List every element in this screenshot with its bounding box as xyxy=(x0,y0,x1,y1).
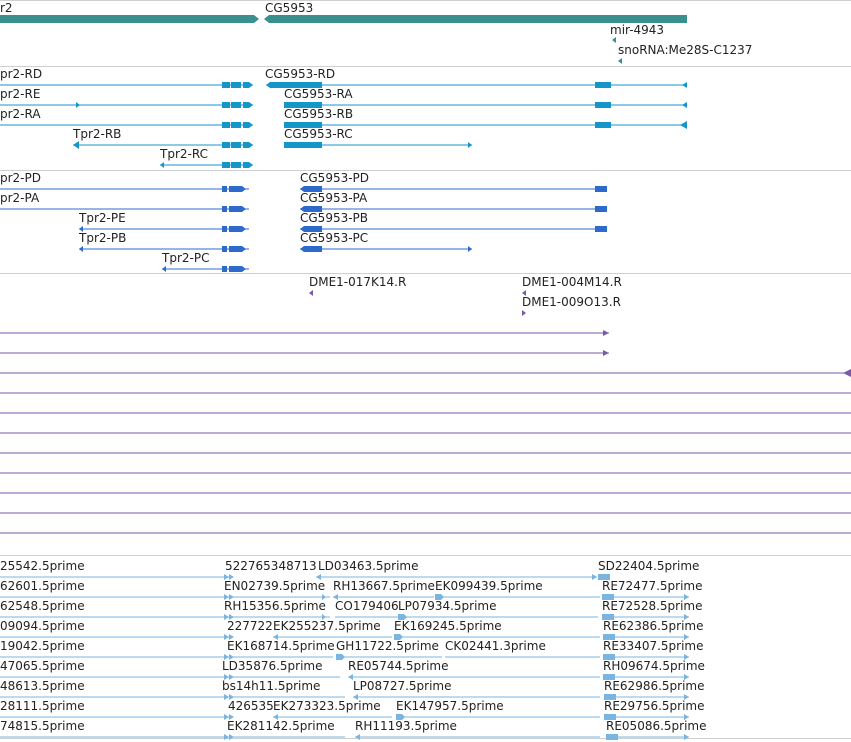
clone-arrow xyxy=(603,350,609,356)
transcript-exon[interactable] xyxy=(79,246,83,252)
est-exon xyxy=(606,734,618,740)
gene-feature[interactable] xyxy=(0,15,259,23)
est-label[interactable]: SD22404.5prime xyxy=(598,559,700,573)
transcript-exon[interactable] xyxy=(231,122,241,128)
transcript-exon[interactable] xyxy=(162,266,166,272)
est-label[interactable]: RH09674.5prime xyxy=(603,659,705,673)
transcript-exon[interactable] xyxy=(229,226,246,232)
est-label[interactable]: 25542.5prime xyxy=(0,559,85,573)
transcript-exon[interactable] xyxy=(231,102,241,108)
transcript-exon[interactable] xyxy=(229,186,246,192)
transcript-label[interactable]: CG5953-RB xyxy=(284,107,354,121)
transcript-exon[interactable] xyxy=(243,82,253,88)
est-label[interactable]: 19042.5prime xyxy=(0,639,85,653)
est-label[interactable]: RH11193.5prime xyxy=(355,719,457,733)
transcript-label[interactable]: CG5953-PB xyxy=(300,211,369,225)
transcript-exon[interactable] xyxy=(595,102,611,108)
transcript-exon[interactable] xyxy=(222,102,230,108)
est-label[interactable]: RE05744.5prime xyxy=(348,659,449,673)
transcript-exon[interactable] xyxy=(243,162,253,168)
est-label[interactable]: RE72528.5prime xyxy=(602,599,703,613)
est-label[interactable]: RE62986.5prime xyxy=(604,679,705,693)
est-track xyxy=(0,559,707,740)
transcript-exon[interactable] xyxy=(595,226,607,232)
est-label[interactable]: RE72477.5prime xyxy=(602,579,703,593)
est-label[interactable]: LD35876.5prime xyxy=(222,659,323,673)
est-label[interactable]: 522765348713 xyxy=(225,559,317,573)
est-label[interactable]: LD03463.5prime xyxy=(318,559,419,573)
transcript-exon[interactable] xyxy=(222,122,230,128)
transcript-label[interactable]: pr2-RA xyxy=(0,107,41,121)
gene-label[interactable]: snoRNA:Me28S-C1237 xyxy=(618,43,753,57)
est-label[interactable]: 48613.5prime xyxy=(0,679,85,693)
est-exon xyxy=(355,734,360,740)
clone-track xyxy=(0,275,851,533)
mirna-feature[interactable] xyxy=(612,37,616,43)
transcript-label[interactable]: CG5953-RD xyxy=(265,67,336,81)
transcript-exon[interactable] xyxy=(468,246,472,252)
clone-feature[interactable] xyxy=(522,310,526,316)
est-label[interactable]: RH15356.5prime xyxy=(224,599,326,613)
est-label[interactable]: GH11722.5prime xyxy=(336,639,439,653)
est-label[interactable]: 74815.5prime xyxy=(0,719,85,733)
transcript-label[interactable]: Tpr2-PB xyxy=(79,231,127,245)
clone-arrow xyxy=(843,369,851,377)
clone-label[interactable]: DME1-017K14.R xyxy=(309,275,407,289)
transcript-label[interactable]: Tpr2-PC xyxy=(162,251,210,265)
transcript-exon[interactable] xyxy=(229,206,246,212)
est-label[interactable]: RH13667.5prime xyxy=(333,579,435,593)
est-exon xyxy=(684,734,689,740)
est-label[interactable]: EN02739.5prime xyxy=(224,579,326,593)
transcript-exon[interactable] xyxy=(231,142,241,148)
est-label[interactable]: CK02441.3prime xyxy=(445,639,546,653)
est-label[interactable]: EK273323.5prime xyxy=(273,699,381,713)
transcript-label[interactable]: Tpr2-PE xyxy=(79,211,126,225)
est-label[interactable]: EK281142.5prime xyxy=(227,719,335,733)
est-label[interactable]: EK147957.5prime xyxy=(396,699,504,713)
transcript-exon[interactable] xyxy=(680,121,687,129)
transcript-exon[interactable] xyxy=(595,186,607,192)
est-label[interactable]: RE62386.5prime xyxy=(603,619,704,633)
transcript-label[interactable]: CG5953-PA xyxy=(300,191,368,205)
transcript-exon[interactable] xyxy=(222,82,230,88)
transcript-exon[interactable] xyxy=(284,142,322,148)
est-label[interactable]: bs14h11.5prime xyxy=(222,679,321,693)
transcript-exon[interactable] xyxy=(222,142,230,148)
transcript-track-b xyxy=(0,171,607,272)
transcript-exon[interactable] xyxy=(231,82,241,88)
transcript-exon[interactable] xyxy=(229,266,246,272)
snorna-feature[interactable] xyxy=(618,58,622,64)
est-label[interactable]: EK169245.5prime xyxy=(394,619,502,633)
transcript-exon[interactable] xyxy=(222,226,227,232)
transcript-exon[interactable] xyxy=(300,246,322,252)
transcript-label[interactable]: CG5953-PC xyxy=(300,231,369,245)
transcript-exon[interactable] xyxy=(595,206,607,212)
transcript-exon[interactable] xyxy=(222,186,227,192)
transcript-track-a xyxy=(0,67,687,168)
transcript-label[interactable]: pr2-RD xyxy=(0,67,43,81)
gene-track xyxy=(0,1,752,64)
transcript-exon[interactable] xyxy=(73,141,79,149)
est-label[interactable]: 426535 xyxy=(228,699,274,713)
est-label[interactable]: RE29756.5prime xyxy=(604,699,705,713)
transcript-exon[interactable] xyxy=(595,82,611,88)
est-label[interactable]: 62548.5prime xyxy=(0,599,85,613)
transcript-label[interactable]: pr2-RE xyxy=(0,87,41,101)
clone-arrow xyxy=(603,330,609,336)
est-label[interactable]: RE33407.5prime xyxy=(603,639,704,653)
gene-feature[interactable] xyxy=(264,15,687,23)
transcript-exon[interactable] xyxy=(682,82,687,88)
clone-feature[interactable] xyxy=(309,290,313,296)
transcript-exon[interactable] xyxy=(682,102,687,108)
transcript-exon[interactable] xyxy=(76,102,80,108)
transcript-exon[interactable] xyxy=(222,266,227,272)
est-label[interactable]: EK099439.5prime xyxy=(435,579,543,593)
gene-label[interactable]: r2 xyxy=(0,1,13,15)
transcript-exon[interactable] xyxy=(468,142,472,148)
est-label[interactable]: LP08727.5prime xyxy=(353,679,452,693)
est-label[interactable]: 09094.5prime xyxy=(0,619,85,633)
transcript-label[interactable]: CG5953-RC xyxy=(284,127,353,141)
transcript-label[interactable]: CG5953-RA xyxy=(284,87,353,101)
transcript-exon[interactable] xyxy=(231,162,241,168)
clone-label[interactable]: DME1-009O13.R xyxy=(522,295,621,309)
est-label[interactable]: 47065.5prime xyxy=(0,659,85,673)
est-exon xyxy=(336,654,345,660)
est-label[interactable]: 28111.5prime xyxy=(0,699,85,713)
est-exon xyxy=(592,574,597,580)
clone-label[interactable]: DME1-004M14.R xyxy=(522,275,622,289)
transcript-exon[interactable] xyxy=(229,246,246,252)
est-label[interactable]: EK255237.5prime xyxy=(273,619,381,633)
transcript-exon[interactable] xyxy=(222,246,227,252)
transcript-label[interactable]: CG5953-PD xyxy=(300,171,370,185)
transcript-exon[interactable] xyxy=(243,122,253,128)
transcript-exon[interactable] xyxy=(243,102,253,108)
transcript-label[interactable]: Tpr2-RC xyxy=(160,147,208,161)
gene-label[interactable]: CG5953 xyxy=(265,1,314,15)
transcript-label[interactable]: pr2-PA xyxy=(0,191,40,205)
transcript-exon[interactable] xyxy=(595,122,611,128)
transcript-exon[interactable] xyxy=(222,206,227,212)
transcript-exon[interactable] xyxy=(222,162,230,168)
est-label[interactable]: EK168714.5prime xyxy=(227,639,335,653)
est-label[interactable]: 62601.5prime xyxy=(0,579,85,593)
est-label[interactable]: LP07934.5prime xyxy=(398,599,497,613)
transcript-label[interactable]: Tpr2-RB xyxy=(73,127,122,141)
est-label[interactable]: RE05086.5prime xyxy=(606,719,707,733)
transcript-exon[interactable] xyxy=(160,162,164,168)
est-label[interactable]: 227722 xyxy=(227,619,273,633)
transcript-exon[interactable] xyxy=(243,142,253,148)
est-label[interactable]: CO179406 xyxy=(335,599,399,613)
gene-label[interactable]: mir-4943 xyxy=(610,23,665,37)
transcript-label[interactable]: pr2-PD xyxy=(0,171,41,185)
